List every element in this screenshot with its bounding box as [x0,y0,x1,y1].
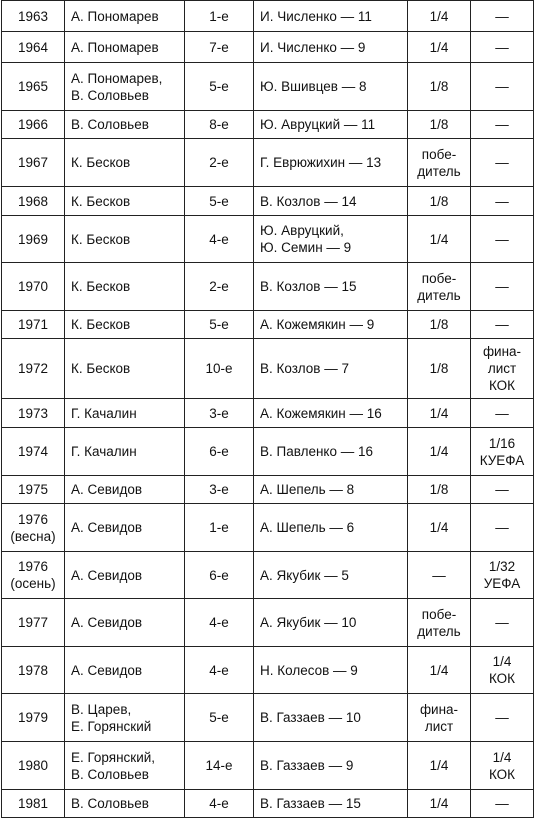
cup-result-cell: 1/4 [408,216,471,263]
top-scorer-cell: А. Кожемякин — 9 [254,311,408,339]
year-cell: 1976 (осень) [2,552,65,599]
euro-result-cell: 1/16 КУЕФА [471,428,534,476]
coach-cell: А. Севидов [65,599,185,647]
place-cell: 3-е [185,476,254,504]
table-row [2,742,534,790]
table-row [2,428,534,476]
coach-cell: Г. Качалин [65,399,185,428]
table-row [2,187,534,216]
place-cell: 7-е [185,32,254,63]
coach-cell: А. Пономарев, В. Соловьев [65,63,185,111]
euro-result-cell: — [471,311,534,339]
cup-result-cell: 1/8 [408,111,471,139]
place-cell: 5-е [185,187,254,216]
year-cell: 1967 [2,139,65,187]
year-cell: 1981 [2,790,65,818]
place-cell: 2-е [185,139,254,187]
coach-cell: А. Севидов [65,552,185,599]
table-row [2,552,534,599]
top-scorer-cell: А. Шепель — 8 [254,476,408,504]
euro-result-cell: 1/4 КОК [471,647,534,694]
place-cell: 10-е [185,339,254,399]
euro-result-cell: — [471,694,534,742]
year-cell: 1974 [2,428,65,476]
cup-result-cell: 1/4 [408,647,471,694]
place-cell: 4-е [185,790,254,818]
cup-result-cell: 1/4 [408,1,471,32]
top-scorer-cell: Ю. Авруцкий, Ю. Семин — 9 [254,216,408,263]
euro-result-cell: — [471,504,534,552]
top-scorer-cell: В. Газзаев — 10 [254,694,408,742]
year-cell: 1966 [2,111,65,139]
table-row [2,694,534,742]
cup-result-cell: 1/4 [408,504,471,552]
top-scorer-cell: А. Якубик — 10 [254,599,408,647]
cup-result-cell: 1/8 [408,187,471,216]
top-scorer-cell: А. Шепель — 6 [254,504,408,552]
top-scorer-cell: И. Численко — 11 [254,1,408,32]
year-cell: 1977 [2,599,65,647]
coach-cell: К. Бесков [65,263,185,311]
euro-result-cell: — [471,790,534,818]
table-body [2,1,534,818]
table-row [2,790,534,818]
cup-result-cell: побе- дитель [408,263,471,311]
euro-result-cell: — [471,216,534,263]
coach-cell: К. Бесков [65,139,185,187]
cup-result-cell: 1/4 [408,428,471,476]
table-row [2,32,534,63]
euro-result-cell: — [471,139,534,187]
table-row [2,63,534,111]
year-cell: 1968 [2,187,65,216]
cup-result-cell: — [408,552,471,599]
euro-result-cell: 1/32 УЕФА [471,552,534,599]
table-row [2,263,534,311]
cup-result-cell: 1/4 [408,399,471,428]
euro-result-cell: 1/4 КОК [471,742,534,790]
place-cell: 4-е [185,599,254,647]
coach-cell: А. Севидов [65,504,185,552]
year-cell: 1971 [2,311,65,339]
table-row [2,599,534,647]
cup-result-cell: 1/4 [408,32,471,63]
place-cell: 2-е [185,263,254,311]
table-row [2,339,534,399]
table-row [2,139,534,187]
top-scorer-cell: А. Якубик — 5 [254,552,408,599]
coach-cell: В. Царев, Е. Горянский [65,694,185,742]
top-scorer-cell: А. Кожемякин — 16 [254,399,408,428]
coach-cell: А. Пономарев [65,32,185,63]
coach-cell: А. Севидов [65,476,185,504]
euro-result-cell: — [471,111,534,139]
place-cell: 1-е [185,1,254,32]
place-cell: 1-е [185,504,254,552]
coach-cell: Е. Горянский, В. Соловьев [65,742,185,790]
coach-cell: К. Бесков [65,216,185,263]
coach-cell: К. Бесков [65,187,185,216]
coach-cell: К. Бесков [65,339,185,399]
coach-cell: К. Бесков [65,311,185,339]
year-cell: 1975 [2,476,65,504]
euro-result-cell: — [471,263,534,311]
top-scorer-cell: Ю. Вшивцев — 8 [254,63,408,111]
place-cell: 5-е [185,311,254,339]
table-row [2,1,534,32]
cup-result-cell: 1/8 [408,339,471,399]
cup-result-cell: побе- дитель [408,139,471,187]
table-row [2,647,534,694]
year-cell: 1964 [2,32,65,63]
table-row [2,476,534,504]
year-cell: 1979 [2,694,65,742]
table-row [2,311,534,339]
place-cell: 8-е [185,111,254,139]
cup-result-cell: 1/8 [408,476,471,504]
cup-result-cell: 1/8 [408,311,471,339]
euro-result-cell: — [471,599,534,647]
year-cell: 1978 [2,647,65,694]
euro-result-cell: — [471,399,534,428]
euro-result-cell: — [471,63,534,111]
place-cell: 4-е [185,216,254,263]
place-cell: 6-е [185,428,254,476]
top-scorer-cell: В. Козлов — 15 [254,263,408,311]
place-cell: 14-е [185,742,254,790]
year-cell: 1970 [2,263,65,311]
top-scorer-cell: В. Газзаев — 9 [254,742,408,790]
cup-result-cell: 1/4 [408,790,471,818]
coach-cell: В. Соловьев [65,790,185,818]
table-row [2,504,534,552]
table-row [2,111,534,139]
place-cell: 3-е [185,399,254,428]
top-scorer-cell: И. Численко — 9 [254,32,408,63]
year-cell: 1976 (весна) [2,504,65,552]
place-cell: 6-е [185,552,254,599]
cup-result-cell: фина- лист [408,694,471,742]
top-scorer-cell: В. Павленко — 16 [254,428,408,476]
cup-result-cell: 1/4 [408,742,471,790]
top-scorer-cell: Г. Еврюжихин — 13 [254,139,408,187]
top-scorer-cell: В. Козлов — 7 [254,339,408,399]
year-cell: 1965 [2,63,65,111]
coach-cell: В. Соловьев [65,111,185,139]
euro-result-cell: — [471,187,534,216]
euro-result-cell: — [471,476,534,504]
euro-result-cell: фина- лист КОК [471,339,534,399]
place-cell: 5-е [185,694,254,742]
year-cell: 1972 [2,339,65,399]
place-cell: 4-е [185,647,254,694]
year-cell: 1980 [2,742,65,790]
top-scorer-cell: В. Газзаев — 15 [254,790,408,818]
cup-result-cell: 1/8 [408,63,471,111]
table-row [2,216,534,263]
cup-result-cell: побе- дитель [408,599,471,647]
euro-result-cell: — [471,1,534,32]
euro-result-cell: — [471,32,534,63]
table-row [2,399,534,428]
coach-cell: А. Севидов [65,647,185,694]
top-scorer-cell: В. Козлов — 14 [254,187,408,216]
place-cell: 5-е [185,63,254,111]
year-cell: 1973 [2,399,65,428]
year-cell: 1963 [2,1,65,32]
coach-cell: Г. Качалин [65,428,185,476]
coach-cell: А. Пономарев [65,1,185,32]
year-cell: 1969 [2,216,65,263]
season-results-table [1,0,534,818]
top-scorer-cell: Ю. Авруцкий — 11 [254,111,408,139]
top-scorer-cell: Н. Колесов — 9 [254,647,408,694]
